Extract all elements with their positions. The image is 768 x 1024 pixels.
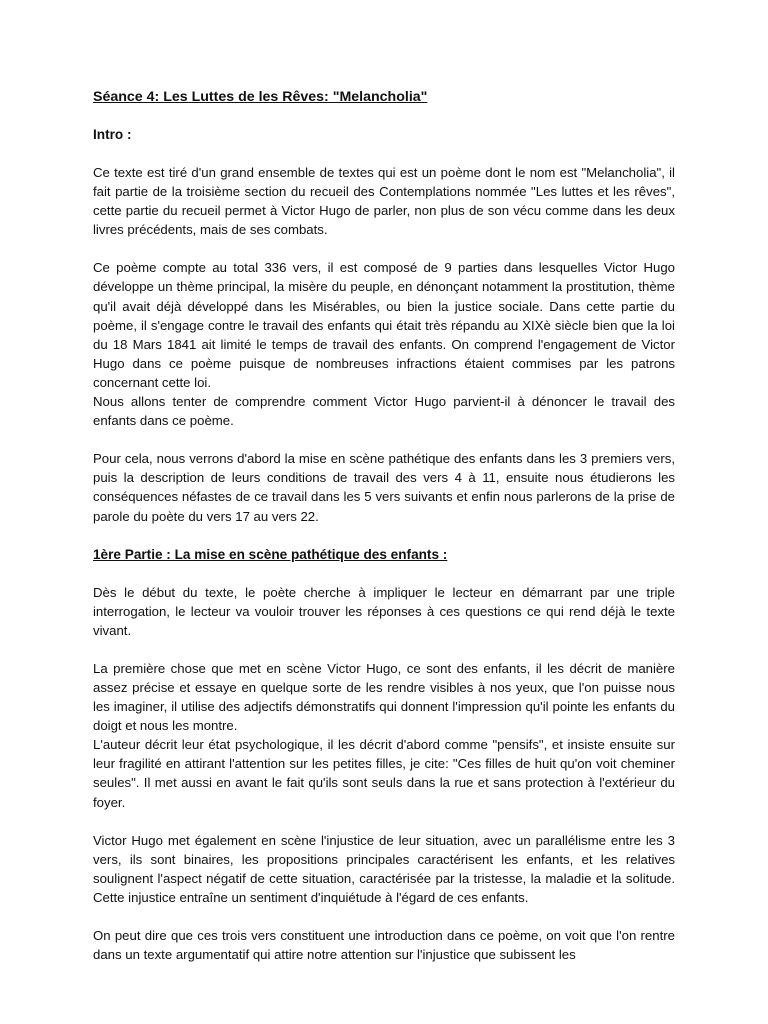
intro-paragraph-2: Ce poème compte au total 336 vers, il est composé de 9 parties dans lesquelles Victor Hugo développe un thème principal, la misère du peuple, en dénonçant notamment la prostitution, thème qu'il avait déjà développé dans les Misérables, ou bien la justice sociale. Dans cette partie du poème, il s'engage contre le travail des enfants qui était très répandu au XIXè siècle bien que la loi du 18 Mars 1841 ait limité le temps de travail des enfants. On comprend l'engagement de Victor Hugo dans ce poème puisque de nombreuses infractions étaient commises par les patrons concernant cette loi. xyxy=(93,260,675,390)
part1-paragraph-4: Victor Hugo met également en scène l'injustice de leur situation, avec un parallélisme entre les 3 vers, ils sont binaires, les propositions principales caractérisent les enfants, et les relatives soulignent l'aspect négatif de cette situation, caractérisée par la tristesse, la maladie et la solitude. Cette injustice entraîne un sentiment d'inquiétude à l'égard de ces enfants. xyxy=(93,832,675,905)
intro-paragraph-1: Ce texte est tiré d'un grand ensemble de textes qui est un poème dont le nom est "Melancholia", il fait partie de la troisième section du recueil des Contemplations nommée "Les luttes et les rêves", cette partie du recueil permet à Victor Hugo de parler, non plus de son vécu comme dans les deux livres précédents, mais de ses combats. xyxy=(93,165,675,238)
intro-paragraph-4: Pour cela, nous verrons d'abord la mise en scène pathétique des enfants dans les 3 premiers vers, puis la description de leurs conditions de travail des vers 4 à 11, ensuite nous étudierons les conséquences néfastes de ce travail dans les 5 vers suivants et enfin nous parlerons de la prise de parole du poète du vers 17 au vers 22. xyxy=(93,451,675,524)
part1-paragraph-2: La première chose que met en scène Victor Hugo, ce sont des enfants, il les décrit de manière assez précise et essaye en quelque sorte de les rendre visibles à nos yeux, que l'on puisse nous les imaginer, il utilise des adjectifs démonstratifs qui donnent l'impression qu'il pointe les enfants du doigt et nous les montre. xyxy=(93,660,675,734)
part1-paragraph-5: On peut dire que ces trois vers constituent une introduction dans ce poème, on voit que l'on rentre dans un texte argumentatif qui attire notre attention sur l'injustice que subissent les xyxy=(93,928,675,963)
part1-paragraph-1: Dès le début du texte, le poète cherche à impliquer le lecteur en démarrant par une triple interrogation, le lecteur va vouloir trouver les réponses à ces questions ce qui rend déjà le texte vivant. xyxy=(93,584,675,638)
document-title: Séance 4: Les Luttes de les Rêves: "Melancholia" xyxy=(93,89,428,105)
part1-heading: 1ère Partie : La mise en scène pathétique des enfants : xyxy=(93,546,448,562)
document-page xyxy=(93,88,675,983)
intro-paragraph-3: Nous allons tenter de comprendre comment Victor Hugo parvient-il à dénoncer le travail des enfants dans ce poème. xyxy=(93,394,675,429)
part1-paragraph-3: L'auteur décrit leur état psychologique, il les décrit d'abord comme "pensifs", et insiste ensuite sur leur fragilité en attirant l'attention sur les petites filles, je cite: "Ces filles de huit qu'on voit cheminer seules". Il met aussi en avant le fait qu'ils sont seuls dans la rue et sans protection à l'extérieur du foyer. xyxy=(93,737,675,810)
intro-heading: Intro : xyxy=(93,127,132,142)
